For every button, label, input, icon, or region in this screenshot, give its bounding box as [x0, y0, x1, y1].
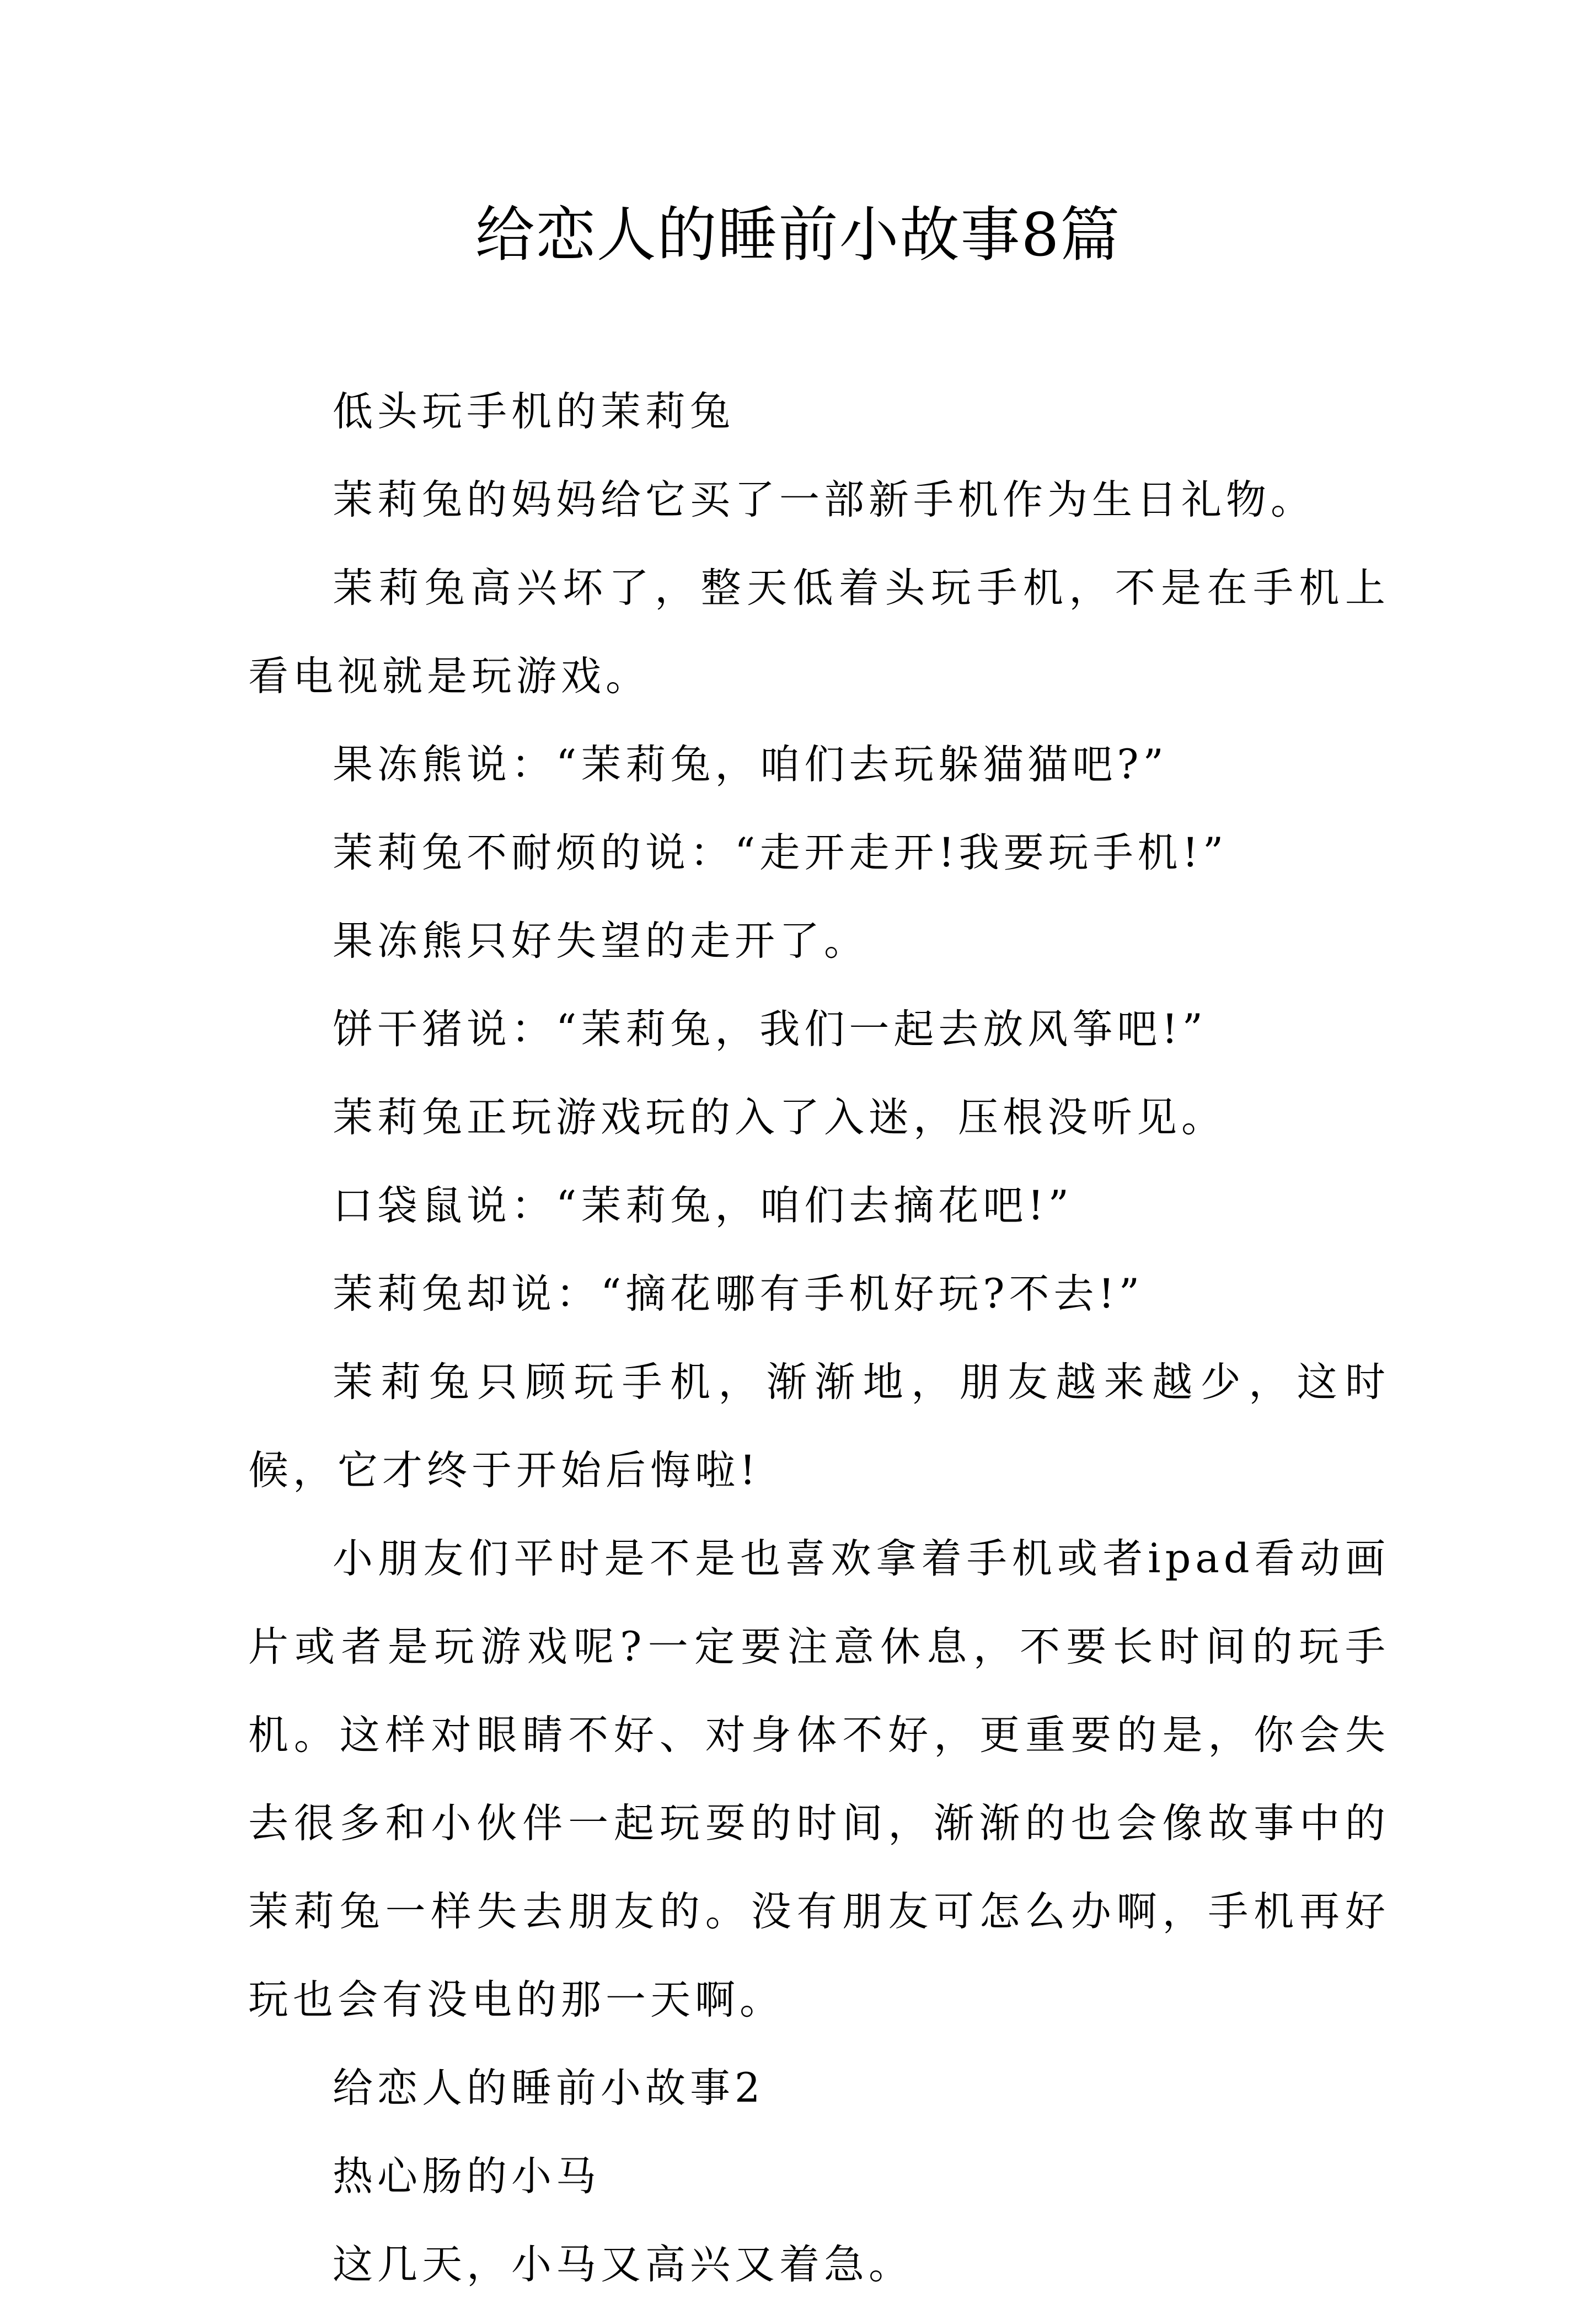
- paragraph: 低头玩手机的茉莉兔: [333, 388, 735, 435]
- paragraph: 茉莉兔只顾玩手机，渐渐地，朋友越来越少，这时候，它才终于开始后悔啦!: [248, 1359, 1390, 1494]
- paragraph: 茉莉兔不耐烦的说：“走开走开!我要玩手机!”: [333, 829, 1228, 876]
- paragraph: 小朋友们平时是不是也喜欢拿着手机或者ipad看动画片或者是玩游戏呢?一定要注意休息，不要长时间的玩手机。这样对眼睛不好、对身体不好，更重要的是，你会失去很多和小伙伴一起玩耍的时间，渐渐的也会像故事中的茉莉兔一样失去朋友的。没有朋友可怎么办啊，手机再好玩也会有没电的那一天啊。: [248, 1535, 1390, 2023]
- document-body: [248, 368, 1390, 2309]
- paragraph: 饼干猪说：“茉莉兔，我们一起去放风筝吧!”: [333, 1006, 1207, 1053]
- paragraph: 茉莉兔的妈妈给它买了一部新手机作为生日礼物。: [333, 476, 1315, 523]
- section-heading: 给恋人的睡前小故事2: [333, 2065, 765, 2112]
- paragraph: 这几天，小马又高兴又着急。: [333, 2241, 913, 2288]
- paragraph: 果冻熊只好失望的走开了。: [333, 918, 869, 965]
- paragraph: 茉莉兔却说：“摘花哪有手机好玩?不去!”: [333, 1271, 1144, 1317]
- paragraph: 茉莉兔高兴坏了，整天低着头玩手机，不是在手机上看电视就是玩游戏。: [248, 565, 1390, 700]
- paragraph: 茉莉兔正玩游戏玩的入了入迷，压根没听见。: [333, 1094, 1226, 1141]
- paragraph: 口袋鼠说：“茉莉兔，咱们去摘花吧!”: [333, 1182, 1073, 1229]
- document-title: 给恋人的睡前小故事8篇: [475, 201, 1121, 270]
- paragraph: 果冻熊说：“茉莉兔，咱们去玩躲猫猫吧?”: [333, 741, 1168, 788]
- story-title: 热心肠的小马: [333, 2153, 601, 2200]
